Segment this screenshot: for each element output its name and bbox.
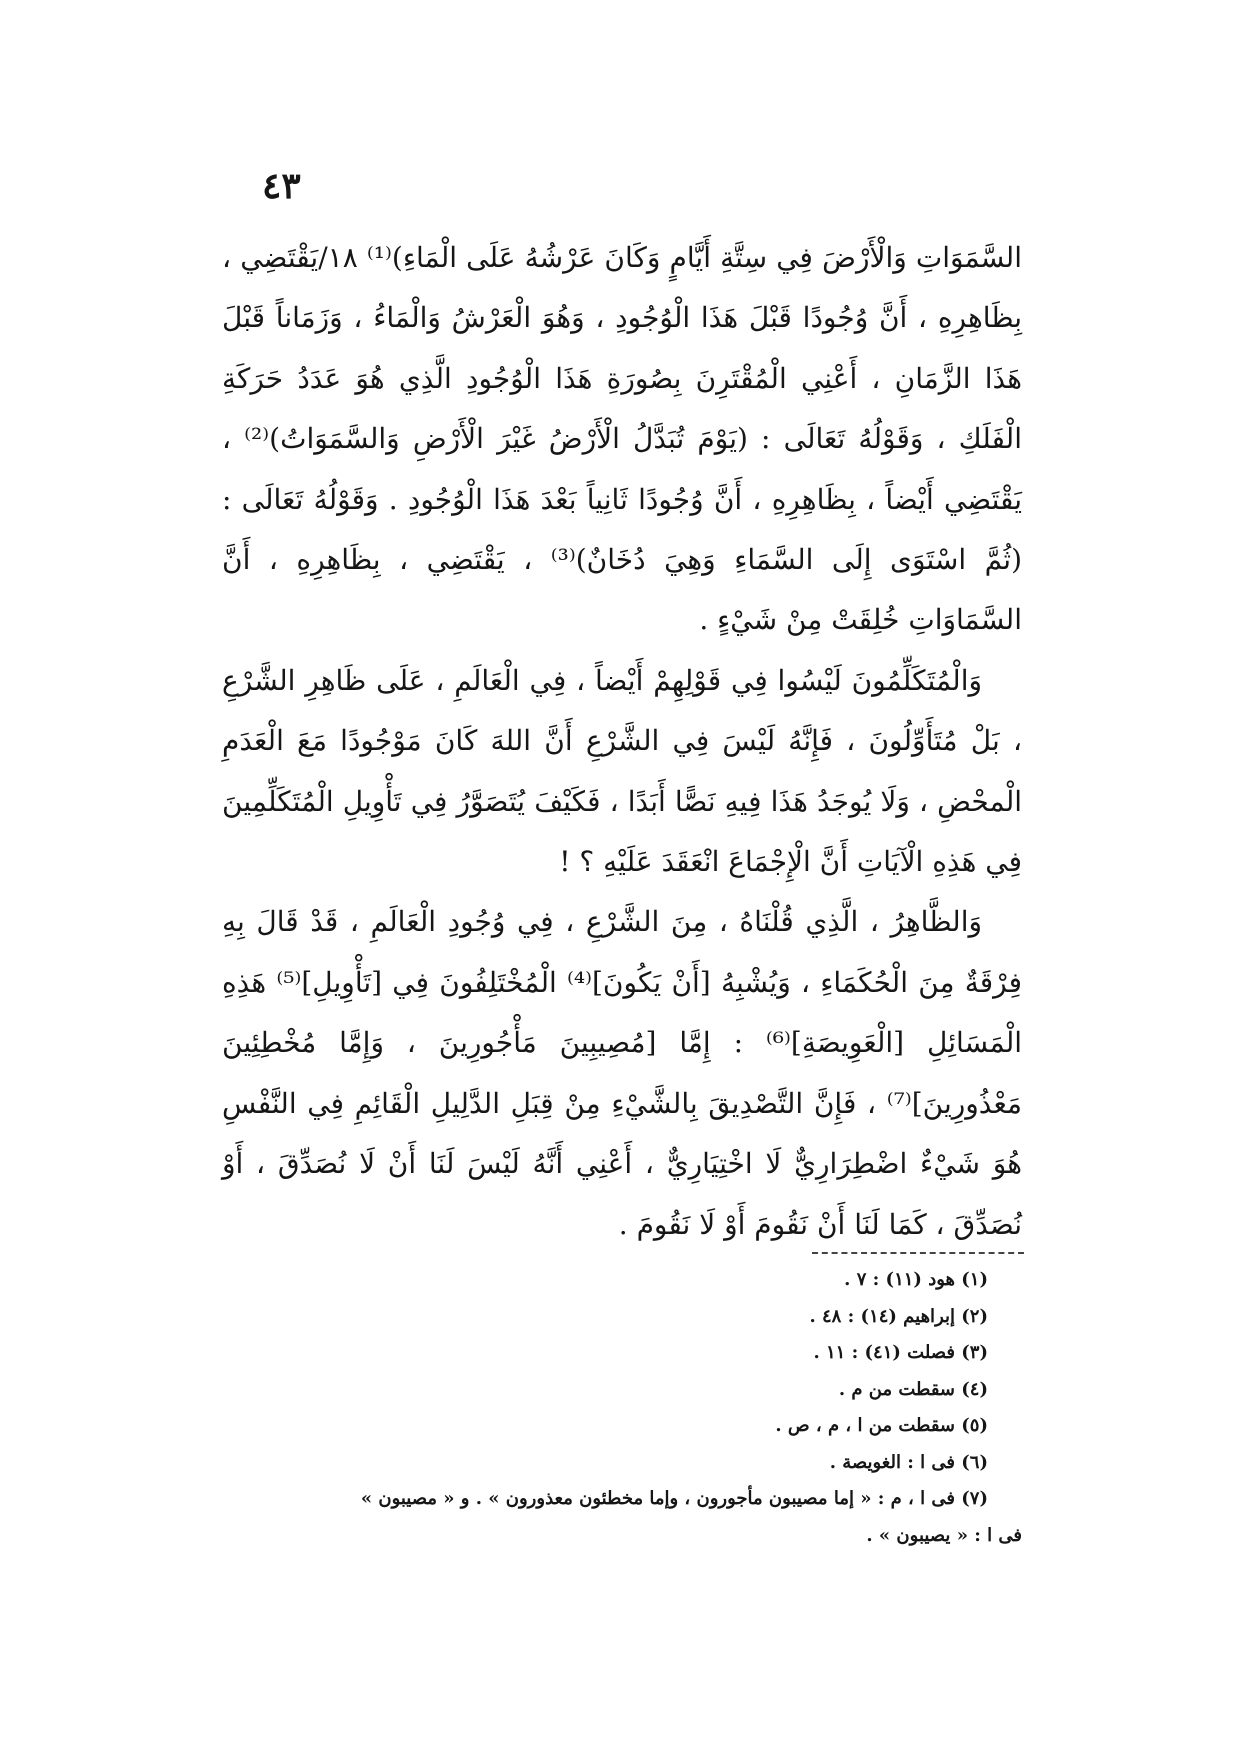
footnotes [222, 1262, 1022, 1554]
footnote-6: (٦) فى ا : الغويصة . [829, 1451, 988, 1473]
footnote-2: (٢) إبراهيم (١٤) : ٤٨ . [809, 1305, 988, 1327]
footnote-7-continuation: فى ا : « يصيبون » . [866, 1524, 1022, 1546]
paragraph-1: السَّمَوَاتِ وَالْأَرْضَ فِي سِتَّةِ أَيَّامٍ وَكَانَ عَرْشُهُ عَلَى الْمَاءِ)⁽¹⁾ ١٨/يَقْتَضِي ، بِظَاهِرِهِ ، أَنَّ وُجُودًا قَبْلَ هَذَا الْوُجُودِ ، وَهُوَ الْعَرْشُ وَالْمَاءُ ، وَزَمَاناً قَبْلَ هَذَا الزَّمَانِ ، أَعْنِي الْمُقْتَرِنَ بِصُورَةِ هَذَا الْوُجُودِ الَّذِي هُوَ عَدَدُ حَرَكَةِ الْفَلَكِ ، وَقَوْلُهُ تَعَالَى : (يَوْمَ تُبَدَّلُ الْأَرْضُ غَيْرَ الْأَرْضِ وَالسَّمَوَاتُ)⁽²⁾ ، يَقْتَضِي أَيْضاً ، بِظَاهِرِهِ ، أَنَّ وُجُودًا ثَانِياً بَعْدَ هَذَا الْوُجُودِ . وَقَوْلُهُ تَعَالَى : (ثُمَّ اسْتَوَى إِلَى السَّمَاءِ وَهِيَ دُخَانٌ)⁽³⁾ ، يَقْتَضِي ، بِظَاهِرِهِ ، أَنَّ السَّمَاوَاتِ خُلِقَتْ مِنْ شَيْءٍ . [222, 241, 1023, 637]
main-text [222, 228, 1022, 1255]
footnote-7: (٧) فى ا ، م : « إما مصيبون مأجورون ، وإما مخطئون معذورون » . و « مصيبون » [360, 1488, 988, 1509]
paragraph-2: وَالْمُتَكَلِّمُونَ لَيْسُوا فِي قَوْلِهِمْ أَيْضاً ، فِي الْعَالَمِ ، عَلَى ظَاهِرِ الشَّرْعِ ، بَلْ مُتَأَوِّلُونَ ، فَإِنَّهُ لَيْسَ فِي الشَّرْعِ أَنَّ اللهَ كَانَ مَوْجُودًا مَعَ الْعَدَمِ الْمحْضِ ، وَلَا يُوجَدُ هَذَا فِيهِ نَصًّا أَبَدًا ، فَكَيْفَ يُتَصَوَّرُ فِي تَأْوِيلِ الْمُتَكَلِّمِينَ فِي هَذِهِ الْآيَاتِ أَنَّ الْإِجْمَاعَ انْعَقَدَ عَلَيْهِ ؟ ! [222, 663, 1022, 879]
paragraph-3: وَالظَّاهِرُ ، الَّذِي قُلْنَاهُ ، مِنَ الشَّرْعِ ، فِي وُجُودِ الْعَالَمِ ، قَدْ قَالَ بِهِ فِرْقَةٌ مِنَ الْحُكَمَاءِ ، وَيُشْبِهُ [أَنْ يَكُونَ]⁽⁴⁾ الْمُخْتَلِفُونَ فِي [تَأْوِيلِ]⁽⁵⁾ هَذِهِ الْمَسَائِلِ [الْعَوِيصَةِ]⁽⁶⁾ : إِمَّا [مُصِيبِينَ مَأْجُورِينَ ، وَإِمَّا مُخْطِئِينَ مَعْذُورِينَ]⁽⁷⁾ ، فَإِنَّ التَّصْدِيقَ بِالشَّيْءِ مِنْ قِبَلِ الدَّلِيلِ الْقَائِمِ فِي النَّفْسِ هُوَ شَيْءٌ اضْطِرَارِيٌّ لَا اخْتِيَارِيٌّ ، أَعْنِي أَنَّهُ لَيْسَ لَنَا أَنْ لَا نُصَدِّقَ ، أَوْ نُصَدِّقَ ، كَمَا لَنَا أَنْ نَقُومَ أَوْ لَا نَقُومَ . [222, 905, 1023, 1241]
footnote-divider [812, 1252, 1024, 1254]
footnote-1: (١) هود (١١) : ٧ . [844, 1269, 988, 1290]
page-number: ٤٣ [262, 165, 301, 207]
footnote-5: (٥) سقطت من ا ، م ، ص . [775, 1415, 988, 1436]
footnote-3: (٣) فصلت (٤١) : ١١ . [813, 1342, 988, 1363]
footnote-4: (٤) سقطت من م . [838, 1378, 988, 1400]
